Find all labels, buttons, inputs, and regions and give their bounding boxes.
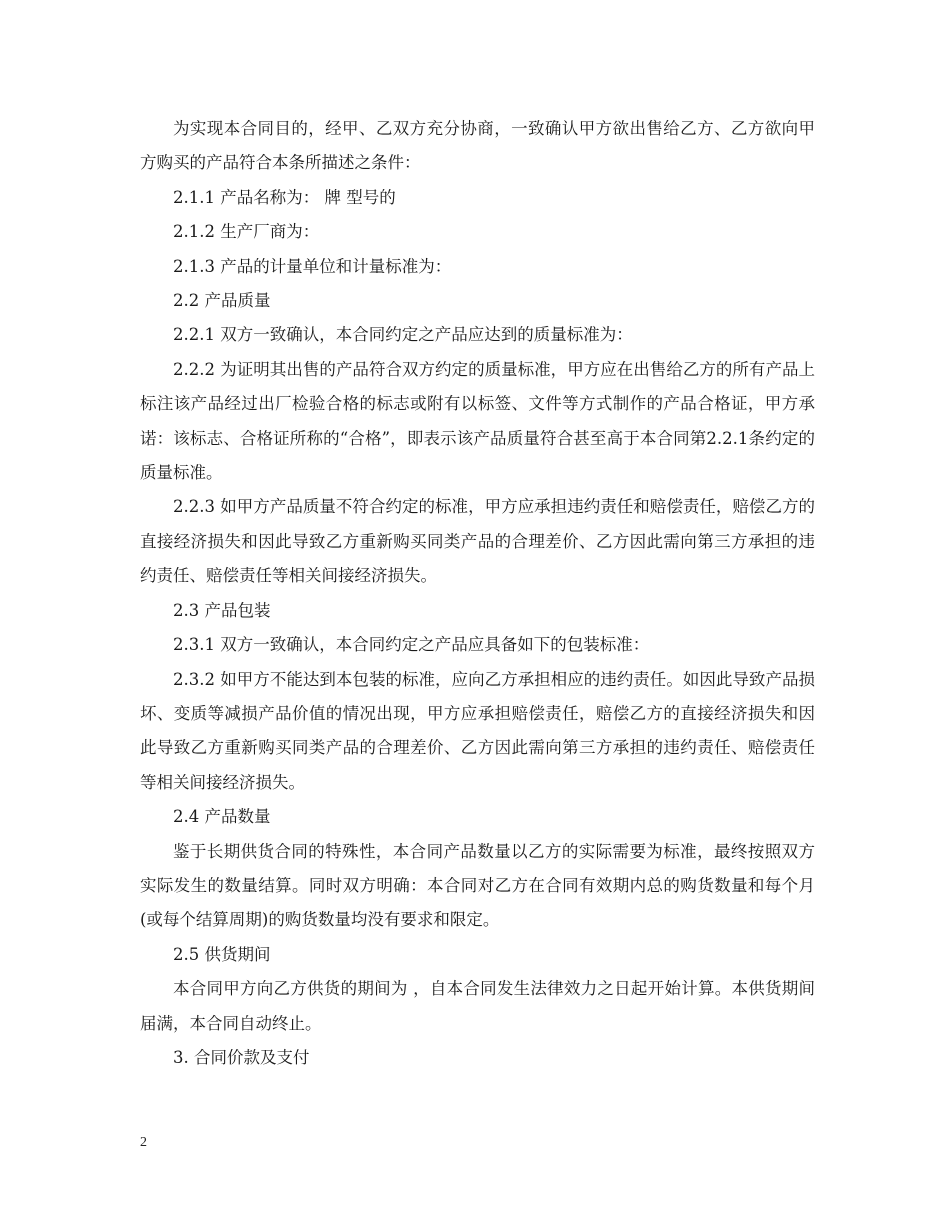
clause-2-1-1: 2.1.1 产品名称为： 牌 型号的 — [173, 187, 396, 207]
clause-2-2-3: 2.2.3 如甲方产品质量不符合约定的标准，甲方应承担违约责任和赔偿责任，赔偿乙方的直接经济损失和因此导致乙方重新购买同类产品的合理差价、乙方因此需向第三方承担的违约责任、赔偿责任等相关间接经济损失。 — [140, 497, 815, 586]
heading-2-5: 2.5 供货期间 — [173, 944, 271, 964]
clause-2-1-3: 2.1.3 产品的计量单位和计量标准为： — [173, 256, 452, 276]
document-body — [140, 112, 815, 1075]
clause-2-2-1: 2.2.1 双方一致确认，本合同约定之产品应达到的质量标准为： — [173, 325, 633, 345]
paragraph-intro: 为实现本合同目的，经甲、乙双方充分协商，一致确认甲方欲出售给乙方、乙方欲向甲方购买的产品符合本条所描述之条件： — [140, 119, 815, 173]
clause-2-3-2: 2.3.2 如甲方不能达到本包装的标准，应向乙方承担相应的违约责任。如因此导致产品损坏、变质等减损产品价值的情况出现，甲方应承担赔偿责任，赔偿乙方的直接经济损失和因此导致乙方重新购买同类产品的合理差价、乙方因此需向第三方承担的违约责任、赔偿责任等相关间接经济损失。 — [140, 669, 815, 792]
clause-2-1-2: 2.1.2 生产厂商为： — [173, 222, 320, 242]
clause-2-3-1: 2.3.1 双方一致确认，本合同约定之产品应具备如下的包装标准： — [173, 635, 650, 655]
heading-2-4: 2.4 产品数量 — [173, 807, 271, 827]
clause-2-2-2: 2.2.2 为证明其出售的产品符合双方约定的质量标准，甲方应在出售给乙方的所有产品上标注该产品经过出厂检验合格的标志或附有以标签、文件等方式制作的产品合格证，甲方承诺：该标志、合格证所称的“合格”，即表示该产品质量符合甚至高于本合同第2.2.1条约定的质量标准。 — [140, 359, 815, 483]
clause-2-5-body: 本合同甲方向乙方供货的期间为 ，自本合同发生法律效力之日起开始计算。本供货期间届满，本合同自动终止。 — [140, 979, 815, 1033]
heading-2-3: 2.3 产品包装 — [173, 600, 271, 620]
clause-2-4-body: 鉴于长期供货合同的特殊性，本合同产品数量以乙方的实际需要为标准，最终按照双方实际发生的数量结算。同时双方明确：本合同对乙方在合同有效期内总的购货数量和每个月(或每个结算周期)的购货数量均没有要求和限定。 — [140, 841, 815, 930]
page-number: 2 — [140, 1135, 147, 1150]
heading-2-2: 2.2 产品质量 — [173, 291, 271, 311]
heading-3: 3. 合同价款及支付 — [173, 1047, 310, 1067]
